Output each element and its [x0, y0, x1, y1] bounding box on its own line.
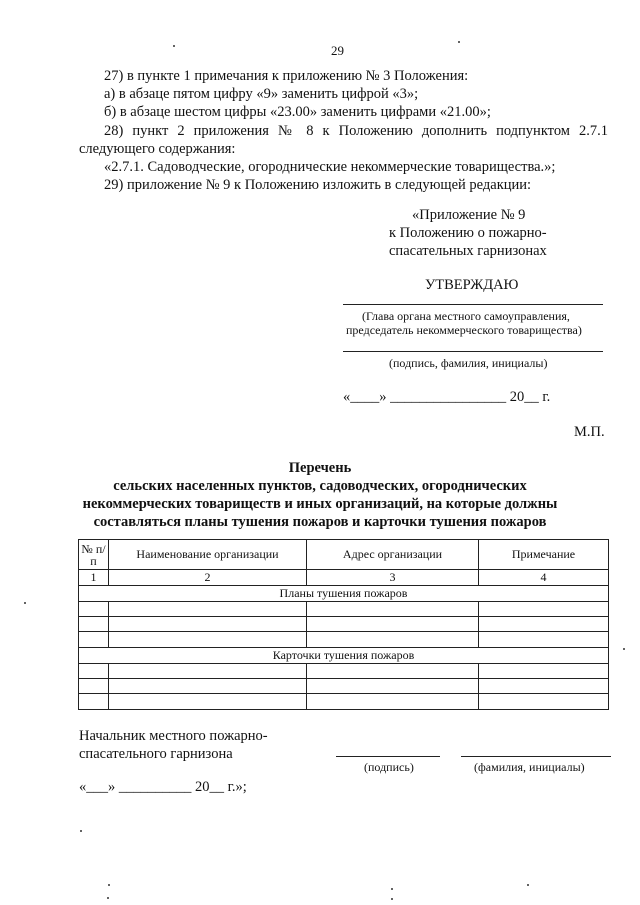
appendix-line2: к Положению о пожарно-	[389, 225, 547, 241]
signature-caption: (подпись)	[364, 760, 414, 774]
approver-signature-caption: (подпись, фамилия, инициалы)	[389, 356, 548, 370]
name-caption: (фамилия, инициалы)	[474, 760, 585, 774]
scan-speck	[623, 648, 625, 650]
table-header-row	[79, 540, 609, 570]
list-title-line4: составляться планы тушения пожаров и карточки тушения пожаров	[93, 514, 547, 530]
scan-speck	[107, 897, 109, 899]
scan-speck	[80, 830, 82, 832]
col-number-3: 3	[307, 570, 479, 586]
section-cards-label: Карточки тушения пожаров	[79, 648, 609, 664]
table-row	[79, 694, 609, 710]
item-28-quote: «2.7.1. Садоводческие, огороднические некоммерческие товарищества.»;	[104, 159, 556, 175]
item-28-line2: следующего содержания:	[79, 141, 236, 157]
col-header-number: № п/п	[79, 540, 109, 570]
item-29: 29) приложение № 9 к Положению изложить в следующей редакции:	[104, 177, 532, 193]
approver-signature-line	[343, 351, 603, 352]
table-numbering-row	[79, 570, 609, 586]
table-row	[79, 632, 609, 648]
signature-title-line2: спасательного гарнизона	[79, 746, 233, 762]
item-27: 27) в пункте 1 примечания к приложению № 3 Положения:	[104, 68, 469, 84]
approve-date-line: «____» ________________ 20__ г.	[343, 389, 551, 405]
scan-speck	[527, 884, 529, 886]
scan-speck	[24, 602, 26, 604]
table-row	[79, 602, 609, 617]
approver-caption-line1: (Глава органа местного самоуправления,	[362, 309, 570, 323]
list-title-line3: некоммерческих товариществ и иных организаций, на которые должны	[82, 496, 558, 512]
item-27b: б) в абзаце шестом цифры «23.00» заменить цифрами «21.00»;	[104, 104, 491, 120]
section-row-cards	[79, 648, 609, 664]
stamp-label: М.П.	[574, 424, 605, 440]
scan-speck	[391, 898, 393, 900]
col-header-note: Примечание	[479, 540, 609, 570]
list-title-line2: сельских населенных пунктов, садоводческих, огороднических	[113, 478, 527, 494]
appendix-line1: «Приложение № 9	[412, 207, 526, 223]
col-number-1: 1	[79, 570, 109, 586]
scan-speck	[173, 45, 175, 47]
approver-caption-line2: председатель некоммерческого товарищества)	[346, 323, 582, 337]
col-header-address: Адрес организации	[307, 540, 479, 570]
scan-speck	[391, 888, 393, 890]
list-title-line1: Перечень	[288, 460, 352, 476]
signature-line	[336, 756, 440, 757]
table-row	[79, 664, 609, 679]
approve-title: УТВЕРЖДАЮ	[425, 277, 519, 293]
organizations-table	[78, 539, 609, 710]
col-number-2: 2	[109, 570, 307, 586]
section-row-plans	[79, 586, 609, 602]
scan-speck	[458, 41, 460, 43]
signature-date-line: «___» __________ 20__ г.»;	[79, 779, 247, 795]
table-row	[79, 679, 609, 694]
item-27a: а) в абзаце пятом цифру «9» заменить цифрой «3»;	[104, 86, 419, 102]
col-number-4: 4	[479, 570, 609, 586]
signature-title-line1: Начальник местного пожарно-	[79, 728, 268, 744]
name-line	[461, 756, 611, 757]
page-number: 29	[331, 43, 344, 58]
section-plans-label: Планы тушения пожаров	[79, 586, 609, 602]
table-row	[79, 617, 609, 632]
scan-speck	[108, 884, 110, 886]
appendix-line3: спасательных гарнизонах	[389, 243, 547, 259]
item-28-line1: 28) пункт 2 приложения № 8 к Положению дополнить подпунктом 2.7.1	[104, 123, 608, 139]
col-header-name: Наименование организации	[109, 540, 307, 570]
approver-name-line	[343, 304, 603, 305]
